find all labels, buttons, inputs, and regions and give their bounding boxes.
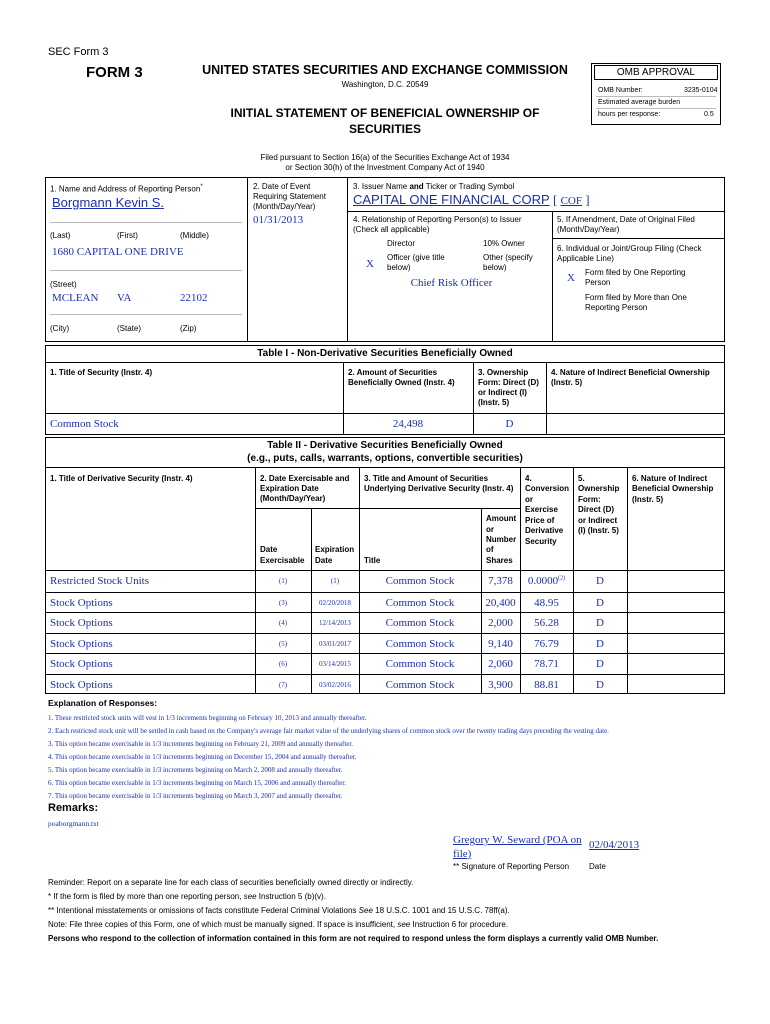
table1-col2-header-2: Beneficially Owned (Instr. 4) — [348, 378, 455, 387]
ownership-form: D — [596, 575, 604, 587]
table2-col4-header-5: Price of — [525, 516, 555, 525]
table1-col3-header-1: 3. Ownership — [478, 368, 529, 377]
other-label-2: below) — [483, 263, 507, 272]
box2-label-3: (Month/Day/Year) — [253, 202, 316, 211]
table2-col4-header-7: Security — [525, 537, 557, 546]
table2-row — [45, 612, 725, 634]
ownership-form: D — [596, 658, 604, 670]
footer-omb-notice: Persons who respond to the collection of information contained in this form are not required to respond unless the form displays a currently valid OMB Number. — [48, 934, 659, 943]
street-value: 1680 CAPITAL ONE DRIVE — [52, 246, 184, 258]
ownership-form: D — [596, 637, 604, 650]
underlying-shares: 2,000 — [488, 617, 513, 629]
footer-multi-person: * If the form is filed by more than one reporting person, see Instruction 5 (b)(v). — [48, 892, 326, 901]
table2-col2-header-2: Expiration Date — [260, 484, 319, 493]
underlying-shares: 9,140 — [488, 637, 513, 650]
explanation-list — [48, 712, 609, 803]
underlying-shares: 7,378 — [488, 575, 513, 587]
state-value: VA — [117, 292, 132, 304]
exercise-price: 48.95 — [534, 596, 559, 609]
footer-reminder: Reminder: Report on a separate line for each class of securities beneficially owned directly or indirectly. — [48, 878, 414, 887]
omb-number: 3235-0104 — [684, 87, 718, 94]
ownership-form: D — [596, 678, 604, 691]
box6-label-2: Applicable Line) — [557, 254, 614, 263]
box2-label-1: 2. Date of Event — [253, 182, 311, 191]
omb-hours-label: hours per response: — [598, 111, 661, 118]
underlying-title: Common Stock — [385, 596, 455, 609]
table1-col3-header-3: or Indirect (I) — [478, 388, 527, 397]
table1-col1-header: 1. Title of Security (Instr. 4) — [50, 368, 153, 377]
date-exercisable: (5) — [278, 639, 288, 648]
table2-col3-header-1: 3. Title and Amount of Securities — [364, 474, 489, 483]
city-value: MCLEAN — [52, 292, 99, 304]
underlying-title: Common Stock — [385, 658, 455, 670]
table2-col4-header-4: Exercise — [525, 505, 558, 514]
date-exercisable: (1) — [278, 577, 288, 585]
omb-hours-value: 0.5 — [704, 111, 714, 118]
underlying-shares: 2,060 — [488, 658, 513, 670]
expiration-date: 02/20/2018 — [319, 598, 351, 607]
expiration-date: 03/01/2017 — [319, 639, 351, 648]
first-label: (First) — [117, 231, 138, 240]
underlying-title: Common Stock — [385, 637, 455, 650]
agency-title: UNITED STATES SECURITIES AND EXCHANGE COMMISSION — [202, 63, 568, 77]
table2-row — [45, 633, 725, 655]
date-exercisable: (3) — [278, 598, 288, 607]
expiration-date: 12/14/2013 — [319, 619, 351, 627]
ticker-link[interactable]: COF — [560, 195, 582, 207]
table1-title: Table I - Non-Derivative Securities Beneficially Owned — [257, 348, 513, 359]
box4-label-1: 4. Relationship of Reporting Person(s) to Issuer — [353, 215, 522, 224]
city-label: (City) — [50, 324, 70, 333]
one-person-label-2: Person — [585, 278, 611, 287]
table2-col1-header: 1. Title of Derivative Security (Instr. 4) — [50, 474, 193, 483]
underlying-title: Common Stock — [385, 678, 455, 691]
table2-col6-header-3: (Instr. 5) — [632, 495, 664, 504]
box6-label-1: 6. Individual or Joint/Group Filing (Check — [557, 244, 702, 253]
table2-col5-header-5: or Indirect — [578, 516, 618, 525]
box2-label-2: Requiring Statement — [253, 192, 326, 201]
explanation-item: 5. This option became exercisable in 1/3 increments beginning on March 2, 2008 and annually thereafter. — [48, 766, 343, 774]
signature-date: 02/04/2013 — [589, 839, 640, 851]
other-label-1: Other (specify — [483, 253, 533, 262]
table2-col2-header-3: (Month/Day/Year) — [260, 494, 326, 503]
table2-title-2: (e.g., puts, calls, warrants, options, convertible securities) — [247, 453, 523, 464]
table2-col4-header-2: Conversion — [525, 484, 570, 493]
exercise-price: 0.0000$^{(2)}$ — [527, 575, 566, 587]
table1-col3-header-4: (Instr. 5) — [478, 398, 510, 407]
footer-notes — [48, 876, 738, 946]
underlying-title: Common Stock — [385, 575, 455, 587]
box1-label: 1. Name and Address of Reporting Person* — [50, 184, 203, 194]
table2-col6-header-1: 6. Nature of Indirect — [632, 474, 708, 483]
date-exercisable: (7) — [278, 680, 288, 689]
expiration-header-2: Date — [315, 556, 333, 565]
amount-header-4: of — [486, 545, 494, 554]
box4-label-2: (Check all applicable) — [353, 225, 430, 234]
form-title-2: SECURITIES — [348, 122, 421, 136]
exercise-price: 56.28 — [534, 617, 559, 629]
multi-person-label-2: Reporting Person — [585, 303, 648, 312]
underlying-shares: 20,400 — [485, 596, 516, 609]
agency-location: Washington, D.C. 20549 — [341, 80, 429, 89]
zip-label: (Zip) — [180, 324, 197, 333]
exercise-price: 76.79 — [534, 637, 559, 650]
date-exercisable-header-2: Exercisable — [260, 556, 305, 565]
table1-row-form: D — [505, 418, 514, 430]
ten-pct-owner-label: 10% Owner — [483, 239, 525, 248]
table1-col2-header-1: 2. Amount of Securities — [348, 368, 438, 377]
derivative-title: Restricted Stock Units — [50, 575, 149, 587]
signature-date-label: Date — [589, 862, 606, 871]
explanation-title: Explanation of Responses: — [48, 698, 158, 708]
amount-header-1: Amount — [486, 514, 517, 523]
table1-row-title: Common Stock — [50, 418, 119, 430]
derivative-title: Stock Options — [50, 637, 113, 650]
officer-title: Chief Risk Officer — [410, 277, 493, 289]
officer-label-1: Officer (give title — [387, 253, 445, 262]
table1-col3-header-2: Form: Direct (D) — [478, 378, 539, 387]
amount-header-5: Shares — [486, 556, 513, 565]
box3-label: 3. Issuer Name and Ticker or Trading Symbol — [353, 182, 515, 191]
omb-number-label: OMB Number: — [598, 87, 643, 94]
table2-col5-header-4: Direct (D) — [578, 505, 615, 514]
expiration-header-1: Expiration — [315, 545, 355, 554]
table2-col4-header-1: 4. — [525, 474, 532, 483]
signature-label: ** Signature of Reporting Person — [453, 862, 570, 871]
explanation-item: 1. These restricted stock units will vest in 1/3 increments beginning on February 10, 2013 and annually thereafter. — [48, 714, 367, 722]
one-person-label-1: Form filed by One Reporting — [585, 268, 686, 277]
ownership-form: D — [596, 596, 604, 609]
table2-row — [45, 592, 725, 614]
table2-col5-header-1: 5. — [578, 474, 585, 483]
derivative-title: Stock Options — [50, 678, 113, 691]
table2-row — [45, 571, 725, 592]
date-exercisable: (4) — [278, 619, 288, 627]
officer-label-2: below) — [387, 263, 411, 272]
officer-checkmark: X — [366, 258, 374, 270]
expiration-date: 03/14/2015 — [319, 660, 351, 668]
explanation-item: 3. This option became exercisable in 1/3 increments beginning on February 21, 2009 and annually thereafter. — [48, 740, 354, 748]
date-exercisable-header-1: Date — [260, 545, 278, 554]
underlying-shares: 3,900 — [488, 678, 513, 691]
explanation-item: 7. This option became exercisable in 1/3 increments beginning on March 3, 2007 and annually thereafter. — [48, 792, 343, 800]
table2-row — [45, 653, 725, 675]
middle-label: (Middle) — [180, 231, 209, 240]
expiration-date: (1) — [330, 577, 340, 585]
one-person-checkmark: X — [567, 272, 575, 284]
form-number: FORM 3 — [86, 64, 143, 81]
table2-col4-header-6: Derivative — [525, 526, 564, 535]
footer-note: Note: File three copies of this Form, one of which must be manually signed. If space is insufficient, see Instruction 6 for procedure. — [48, 920, 509, 929]
table2-col6-header-2: Beneficial Ownership — [632, 484, 714, 493]
filed-pursuant-1: Filed pursuant to Section 16(a) of the Securities Exchange Act of 1934 — [260, 153, 510, 162]
date-exercisable: (6) — [278, 660, 288, 668]
omb-approval-title: OMB APPROVAL — [594, 65, 718, 80]
expiration-date: 03/02/2016 — [319, 680, 351, 689]
table1-col4-header-2: (Instr. 5) — [551, 378, 583, 387]
derivative-title: Stock Options — [50, 617, 113, 629]
table2-title-1: Table II - Derivative Securities Beneficially Owned — [267, 440, 503, 451]
street-label: (Street) — [50, 280, 77, 289]
derivative-title: Stock Options — [50, 596, 113, 609]
underlying-title-header: Title — [364, 556, 381, 565]
explanation-item: 4. This option became exercisable in 1/3 increments beginning on December 15, 2004 and annually thereafter. — [48, 753, 357, 761]
box5-label-2: (Month/Day/Year) — [557, 225, 620, 234]
omb-burden-label: Estimated average burden — [598, 99, 681, 106]
table2-col3-header-2: Underlying Derivative Security (Instr. 4) — [364, 484, 514, 493]
event-date: 01/31/2013 — [253, 214, 304, 226]
reporting-person-name[interactable]: Borgmann Kevin S. — [52, 195, 165, 210]
table1-col4-header-1: 4. Nature of Indirect Beneficial Ownership — [551, 368, 710, 377]
table2-col5-header-2: Ownership — [578, 484, 620, 493]
amount-header-2: or — [486, 525, 494, 534]
ownership-form: D — [596, 617, 604, 629]
explanation-item: 2. Each restricted stock unit will be settled in cash based on the Company's average fair market value of the underlying shares of common stock over the twenty trading days preceding the vesting date. — [48, 727, 609, 735]
state-label: (State) — [117, 324, 142, 333]
remarks-title: Remarks: — [48, 802, 99, 814]
table1-row-amount: 24,498 — [392, 418, 424, 430]
table2-col4-header-3: or — [525, 495, 533, 504]
filed-pursuant-2: or Section 30(h) of the Investment Company Act of 1940 — [285, 163, 485, 172]
explanation-item: 6. This option became exercisable in 1/3 increments beginning on March 15, 2006 and annually thereafter. — [48, 779, 347, 787]
last-label: (Last) — [50, 231, 71, 240]
exercise-price: 78.71 — [534, 658, 559, 670]
table2-col5-header-3: Form: — [578, 495, 601, 504]
table2-row — [45, 674, 725, 696]
multi-person-label-1: Form filed by More than One — [585, 293, 687, 302]
remarks-text: poaborgmann.txt — [48, 819, 99, 828]
sec-form-label: SEC Form 3 — [48, 46, 109, 58]
exercise-price: 88.81 — [534, 678, 559, 691]
amount-header-3: Number — [486, 535, 517, 544]
form-title-1: INITIAL STATEMENT OF BENEFICIAL OWNERSHIP OF — [230, 106, 540, 120]
table2-col5-header-6: (I) (Instr. 5) — [578, 526, 619, 535]
signature-name[interactable]: Gregory W. Seward (POA on file) — [453, 834, 582, 860]
underlying-title: Common Stock — [385, 617, 455, 629]
derivative-title: Stock Options — [50, 658, 113, 670]
box5-label-1: 5. If Amendment, Date of Original Filed — [557, 215, 695, 224]
table2-col2-header-1: 2. Date Exercisable and — [260, 474, 350, 483]
issuer-name[interactable]: CAPITAL ONE FINANCIAL CORP [ COF ] — [353, 192, 590, 207]
director-label: Director — [387, 239, 416, 248]
footer-misstatements: ** Intentional misstatements or omissions of facts constitute Federal Criminal Violations See 18 U.S.C. 1001 and 15 U.S.C. 78ff(a). — [48, 906, 510, 915]
zip-value: 22102 — [180, 292, 208, 304]
